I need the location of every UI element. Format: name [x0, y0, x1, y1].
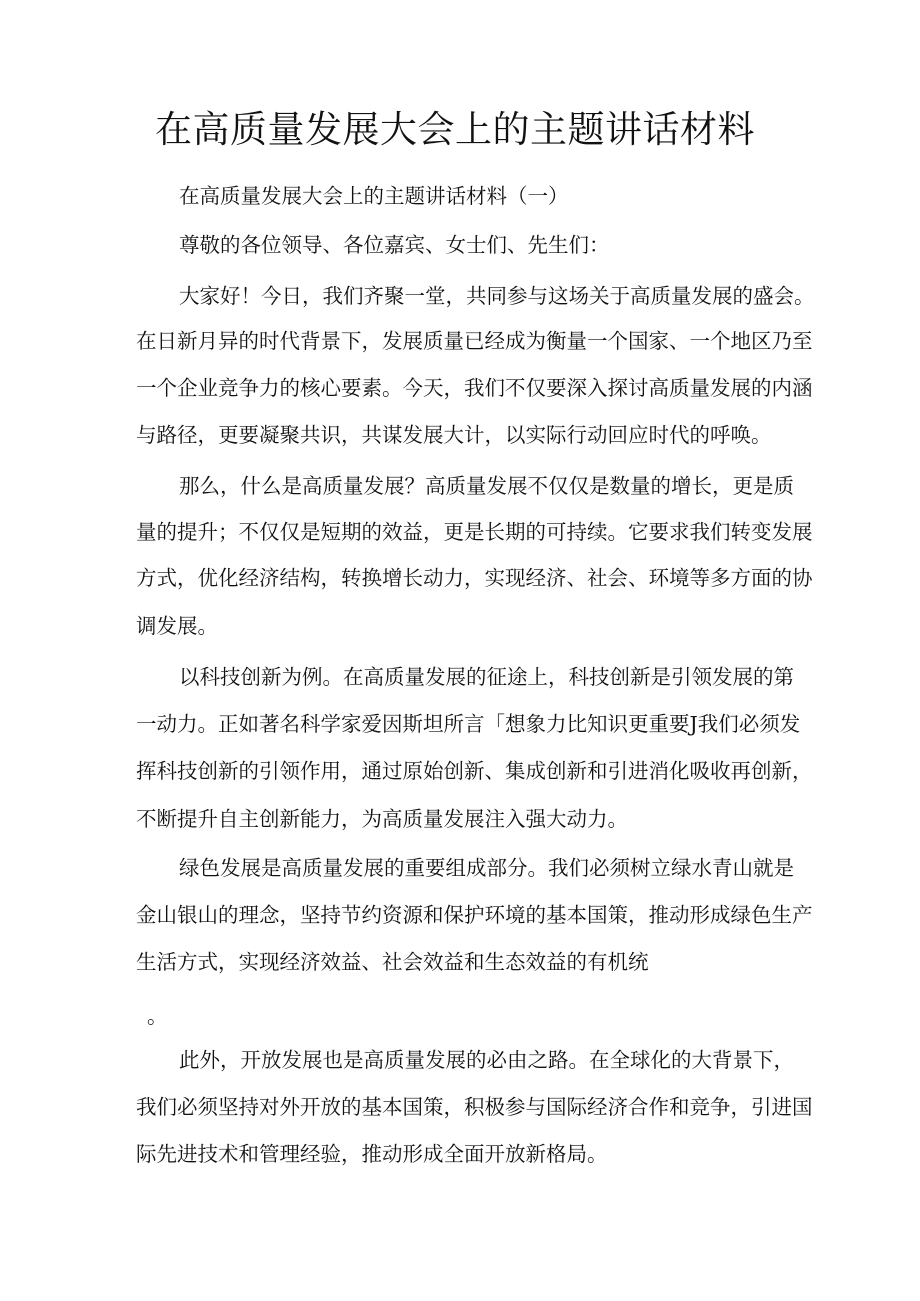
paragraph-2-line-3: 方式，优化经济结构，转换增长动力，实现经济、社会、环境等多方面的协 [136, 566, 813, 590]
salutation: 尊敬的各位领导、各位嘉宾、女士们、先生们： [179, 233, 610, 257]
document-title: 在高质量发展大会上的主题讲话材料 [155, 108, 755, 151]
paragraph-4-line-1: 绿色发展是高质量发展的重要组成部分。我们必须树立绿水青山就是 [179, 856, 794, 880]
paragraph-1-line-1: 大家好！今日，我们齐聚一堂，共同参与这场关于高质量发展的盛会。 [179, 284, 815, 308]
paragraph-3-line-3: 挥科技创新的引领作用，通过原始创新、集成创新和引进消化吸收再创新， [136, 759, 813, 783]
paragraph-3-line-4: 不断提升自主创新能力，为高质量发展注入强大动力。 [136, 807, 628, 831]
paragraph-5-line-1: 此外，开放发展也是高质量发展的必由之路。在全球化的大背景下， [179, 1048, 794, 1072]
paragraph-2-line-4: 调发展。 [136, 614, 218, 638]
paragraph-1-line-2: 在日新月异的时代背景下，发展质量已经成为衡量一个国家、一个地区乃至 [136, 329, 813, 353]
paragraph-4-line-2: 金山银山的理念，坚持节约资源和保护环境的基本国策，推动形成绿色生产 [136, 903, 813, 927]
paragraph-5-line-2: 我们必须坚持对外开放的基本国策，积极参与国际经济合作和竞争，引进国 [136, 1095, 813, 1119]
section-heading: 在高质量发展大会上的主题讲话材料（一） [179, 184, 569, 208]
paragraph-2-line-1: 那么，什么是高质量发展？高质量发展不仅仅是数量的增长，更是质 [179, 474, 794, 498]
paragraph-2-line-2: 量的提升；不仅仅是短期的效益，更是长期的可持续。它要求我们转变发展 [136, 520, 813, 544]
paragraph-4-line-4: 。 [147, 1004, 168, 1028]
paragraph-3-line-1: 以科技创新为例。在高质量发展的征途上，科技创新是引领发展的第 [179, 665, 794, 689]
paragraph-4-line-3: 生活方式，实现经济效益、社会效益和生态效益的有机统 [136, 950, 649, 974]
paragraph-1-line-4: 与路径，更要凝聚共识，共谋发展大计，以实际行动回应时代的呼唤。 [136, 423, 772, 447]
paragraph-5-line-3: 际先进技术和管理经验，推动形成全面开放新格局。 [136, 1142, 608, 1166]
paragraph-3-line-2: 一动力。正如著名科学家爱因斯坦所言「想象力比知识更重要J我们必须发 [136, 712, 801, 736]
paragraph-1-line-3: 一个企业竞争力的核心要素。今天，我们不仅要深入探讨高质量发展的内涵 [136, 376, 813, 400]
